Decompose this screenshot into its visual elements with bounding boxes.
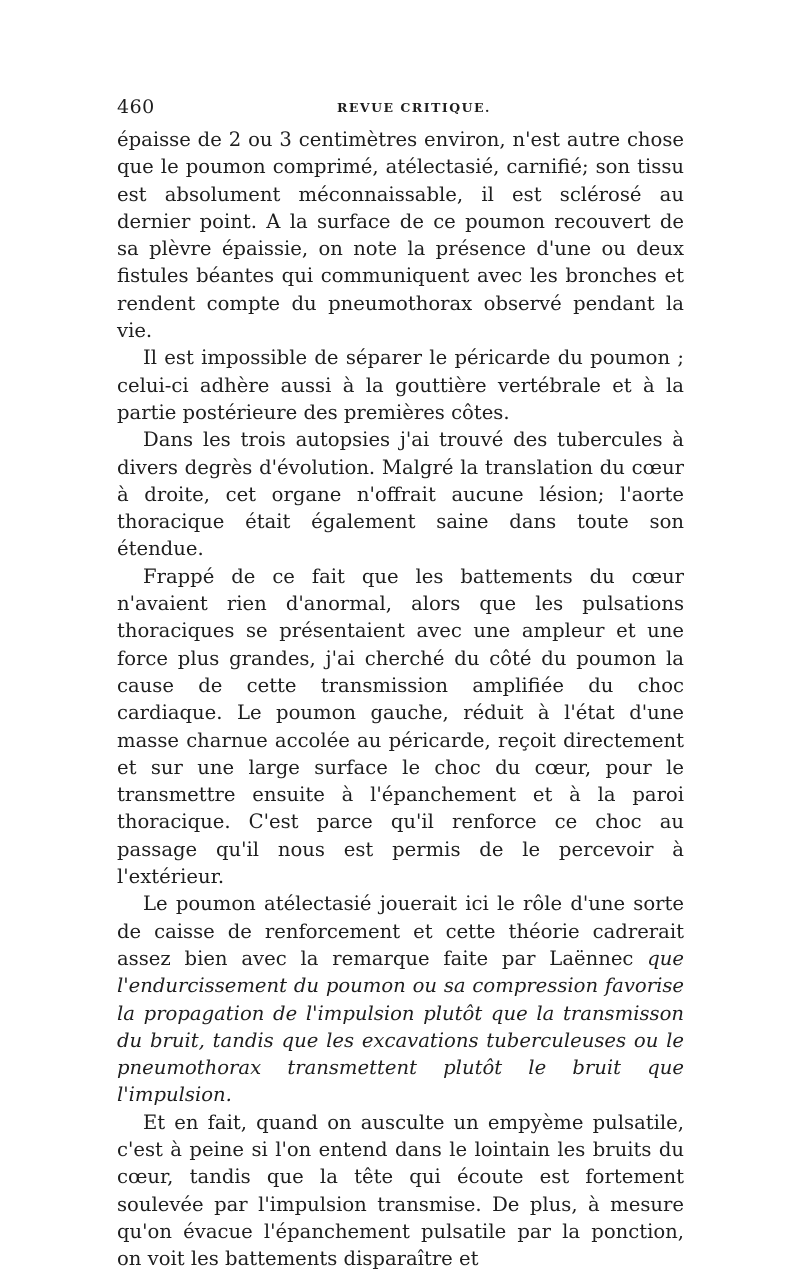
paragraph-2-text: Il est impossible de séparer le péricarde du poumon ; celui-ci adhère aussi à la gouttière vertébrale et à la partie postérieure des premières côtes. xyxy=(117,346,684,424)
body-text xyxy=(117,126,684,1272)
paragraph-3-text: Dans les trois autopsies j'ai trouvé des tubercules à divers degrès d'évolution. Malgré la translation du cœur à droite, cet organe n'offrait aucune lésion; l'aorte thoracique était également saine dans toute son étendue. xyxy=(117,428,684,561)
paragraph-2 xyxy=(117,344,684,426)
paragraph-6-text: Et en fait, quand on ausculte un empyème pulsatile, c'est à peine si l'on entend dans le lointain les bruits du cœur, tandis que la tête qui écoute est fortement soulevée par l'impulsion transmise. De plus, à mesure qu'on évacue l'épanchement pulsatile par la ponction, on voit les battements disparaître et xyxy=(117,1110,684,1271)
paragraph-6 xyxy=(117,1109,684,1272)
paragraph-5-italic-quote: que l'endurcissement du poumon ou sa compression favorise la propagation de l'impulsion plutôt que la transmisson du bruit, tandis que les excavations tuberculeuses ou le pneumothorax transmettent plutôt le bruit que l'impulsion. xyxy=(117,946,684,1107)
running-title: REVUE CRITIQUE. xyxy=(337,100,491,115)
page-header xyxy=(117,96,684,122)
paragraph-5-text: Le poumon atélectasié jouerait ici le rôle d'une sorte de caisse de renforcement et cette théorie cadrerait assez bien avec la remarque faite par Laënnec xyxy=(117,892,684,970)
paragraph-1 xyxy=(117,126,684,344)
paragraph-4 xyxy=(117,563,684,891)
paragraph-5 xyxy=(117,890,684,1108)
paragraph-3 xyxy=(117,426,684,562)
page-number: 460 xyxy=(117,96,155,118)
paragraph-4-text: Frappé de ce fait que les battements du cœur n'avaient rien d'anormal, alors que les pulsations thoraciques se présentaient avec une ampleur et une force plus grandes, j'ai cherché du côté du poumon la cause de cette transmission amplifiée du choc cardiaque. Le poumon gauche, réduit à l'état d'une masse charnue accolée au péricarde, reçoit directement et sur une large surface le choc du cœur, pour le transmettre ensuite à l'épanchement et à la paroi thoracique. C'est parce qu'il renforce ce choc au passage qu'il nous est permis de le percevoir à l'extérieur. xyxy=(117,564,684,889)
paragraph-1-text: épaisse de 2 ou 3 centimètres environ, n'est autre chose que le poumon comprimé, atélectasié, carnifié; son tissu est absolument méconnaissable, il est sclérosé au dernier point. A la surface de ce poumon recouvert de sa plèvre épaissie, on note la présence d'une ou deux fistules béantes qui communiquent avec les bronches et rendent compte du pneumothorax observé pendant la vie. xyxy=(117,128,684,343)
